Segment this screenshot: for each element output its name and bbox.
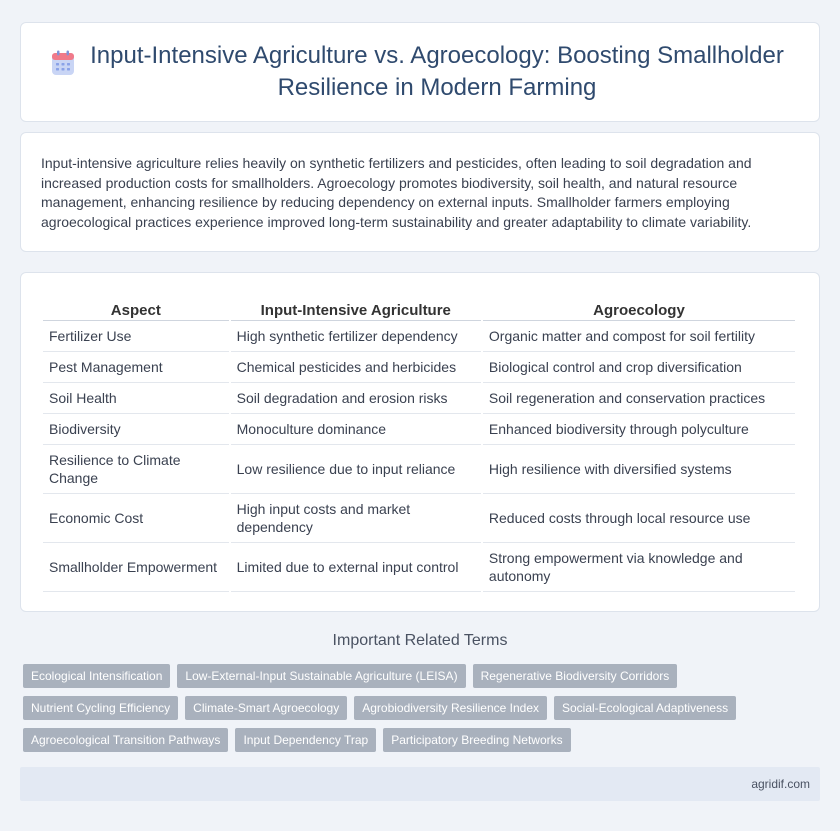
related-term-tag[interactable]: Participatory Breeding Networks (383, 728, 570, 752)
table-row (43, 494, 795, 543)
header-agroecology: Agroecology (483, 297, 795, 321)
table-row (43, 414, 795, 445)
related-terms-title: Important Related Terms (332, 632, 508, 649)
cell-aspect: Economic Cost (43, 494, 229, 543)
related-term-tag[interactable]: Agroecological Transition Pathways (23, 728, 228, 752)
cell-agroecology: Strong empowerment via knowledge and autonomy (483, 543, 795, 592)
cell-aspect: Pest Management (43, 352, 229, 383)
comparison-table-card (20, 272, 820, 612)
table-row (43, 543, 795, 592)
cell-aspect: Soil Health (43, 383, 229, 414)
table-header-row (43, 297, 795, 321)
cell-input-intensive: Monoculture dominance (231, 414, 481, 445)
page-title: Input-Intensive Agriculture vs. Agroecology: Boosting Smallholder Resilience in Modern Farming (90, 42, 784, 101)
related-term-tag[interactable]: Social-Ecological Adaptiveness (554, 696, 736, 720)
comparison-table (41, 297, 797, 592)
cell-agroecology: Soil regeneration and conservation practices (483, 383, 795, 414)
cell-input-intensive: Limited due to external input control (231, 543, 481, 592)
cell-aspect: Fertilizer Use (43, 321, 229, 352)
footer (20, 767, 820, 801)
related-terms-tags (23, 664, 783, 752)
header-input-intensive: Input-Intensive Agriculture (231, 297, 481, 321)
related-term-tag[interactable]: Low-External-Input Sustainable Agriculture (LEISA) (177, 664, 465, 688)
table-row (43, 321, 795, 352)
cell-input-intensive: Chemical pesticides and herbicides (231, 352, 481, 383)
cell-agroecology: High resilience with diversified systems (483, 445, 795, 494)
cell-aspect: Smallholder Empowerment (43, 543, 229, 592)
title-card (20, 22, 820, 122)
table-row (43, 383, 795, 414)
cell-agroecology: Enhanced biodiversity through polyculture (483, 414, 795, 445)
related-term-tag[interactable]: Agrobiodiversity Resilience Index (354, 696, 547, 720)
title-wrap (21, 23, 819, 121)
intro-text: Input-intensive agriculture relies heavily on synthetic fertilizers and pesticides, often leading to soil degradation and increased production costs for smallholders. Agroecology promotes biodiversity, soil health, and natural resource management, enhancing resilience by reducing dependency on external inputs. Smallholder farmers employing agroecological practices experience improved long-term sustainability and greater adaptability to climate variability. (41, 155, 752, 230)
cell-aspect: Biodiversity (43, 414, 229, 445)
related-term-tag[interactable]: Nutrient Cycling Efficiency (23, 696, 178, 720)
related-term-tag[interactable]: Ecological Intensification (23, 664, 170, 688)
cell-agroecology: Organic matter and compost for soil fertility (483, 321, 795, 352)
related-term-tag[interactable]: Climate-Smart Agroecology (185, 696, 347, 720)
cell-agroecology: Reduced costs through local resource use (483, 494, 795, 543)
cell-input-intensive: High synthetic fertilizer dependency (231, 321, 481, 352)
table-row (43, 352, 795, 383)
table-row (43, 445, 795, 494)
related-term-tag[interactable]: Regenerative Biodiversity Corridors (473, 664, 678, 688)
intro-card (20, 132, 820, 252)
header-aspect: Aspect (43, 297, 229, 321)
cell-input-intensive: High input costs and market dependency (231, 494, 481, 543)
cell-input-intensive: Soil degradation and erosion risks (231, 383, 481, 414)
cell-input-intensive: Low resilience due to input reliance (231, 445, 481, 494)
cell-aspect: Resilience to Climate Change (43, 445, 229, 494)
related-term-tag[interactable]: Input Dependency Trap (235, 728, 376, 752)
footer-site-link[interactable]: agridif.com (751, 777, 810, 791)
cell-agroecology: Biological control and crop diversification (483, 352, 795, 383)
